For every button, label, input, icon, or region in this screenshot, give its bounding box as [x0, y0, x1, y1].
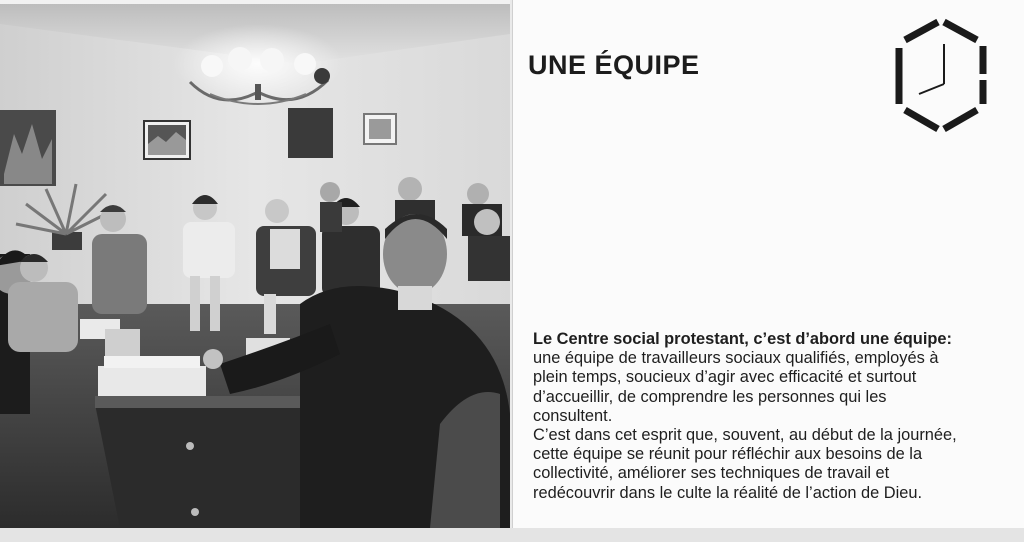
text-line: une équipe de travailleurs sociaux qualifiés, employés à	[533, 349, 939, 368]
text-line: plein temps, soucieux d’agir avec efficacité et surtout	[533, 368, 917, 387]
photo-page	[0, 0, 510, 542]
text-line: d’accueillir, de comprendre les personnes qui les	[533, 387, 887, 406]
text-page	[512, 0, 1024, 528]
hexagon-clock-logo	[891, 16, 997, 136]
page-edge	[0, 528, 1024, 542]
lead-sentence: Le Centre social protestant, c’est d’abord une équipe:	[533, 330, 952, 348]
meeting-photo	[0, 4, 510, 528]
text-line: collectivité, améliorer ses techniques de travail et	[533, 464, 890, 483]
chandelier	[173, 24, 343, 104]
page-title: UNE ÉQUIPE	[528, 50, 700, 80]
paragraph-2	[533, 426, 1015, 503]
paragraph-1	[533, 349, 1015, 426]
text-line: cette équipe se réunit pour réfléchir aux besoins de la	[533, 445, 923, 464]
body-text	[533, 330, 1015, 503]
text-line: C’est dans cet esprit que, souvent, au début de la journée,	[533, 426, 957, 445]
text-line: consultent.	[533, 406, 613, 425]
text-line: redécouvrir dans le culte la réalité de l’action de Dieu.	[533, 483, 923, 502]
